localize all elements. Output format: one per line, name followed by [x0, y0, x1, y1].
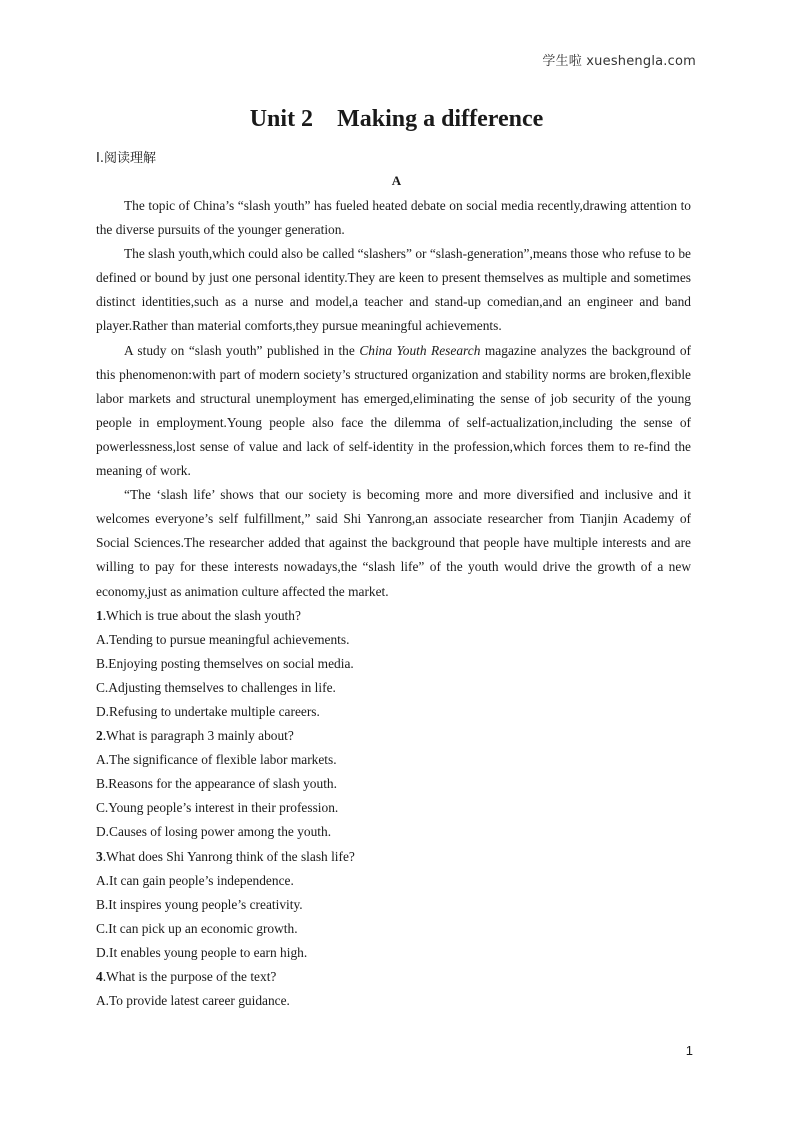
option-2c: C.Young people’s interest in their profession.	[96, 800, 339, 816]
question-stem: .Which is true about the slash youth?	[102, 607, 301, 623]
option-2b: B.Reasons for the appearance of slash youth.	[96, 776, 337, 792]
paragraph-3-part-1: A study on “slash youth” published in the	[124, 342, 360, 358]
option-1c: C.Adjusting themselves to challenges in life.	[96, 679, 336, 695]
option-3d: D.It enables young people to earn high.	[96, 944, 308, 960]
question-number: 4	[96, 969, 103, 984]
paragraph-2: The slash youth,which could also be called “slashers” or “slash-generation”,means those who refuse to be defined or bound by just one personal identity.They are keen to present themselves as multiple and sometimes distinct identities,such as a nurse and model,a teacher and stand-up comedian,and an engineer and band player.Rather than material comforts,they pursue meaningful achievements.	[96, 246, 691, 334]
unit-topic: Making a difference	[337, 106, 544, 132]
page-title	[0, 106, 793, 133]
paragraph-1: The topic of China’s “slash youth” has fueled heated debate on social media recently,drawing attention to the diverse pursuits of the younger generation.	[96, 198, 691, 238]
option-2a: A.The significance of flexible labor markets.	[96, 752, 337, 768]
paragraph-4: “The ‘slash life’ shows that our society is becoming more and more diversified and inclusive and it welcomes everyone’s self fulfillment,” said Shi Yanrong,an associate researcher from Tianjin Academy of Social Sciences.The researcher added that against the background that people have multiple interests and are willing to pay for these interests nowadays,the “slash life” of the youth would drive the growth of a new economy,just as animation culture affected the market.	[96, 487, 691, 599]
question-2	[96, 724, 691, 748]
question-number: 1	[96, 607, 103, 623]
option-3c: C.It can pick up an economic growth.	[96, 920, 298, 936]
option-3a: A.It can gain people’s independence.	[96, 872, 294, 888]
unit-label: Unit 2	[249, 106, 314, 132]
question-stem: .What does Shi Yanrong think of the slash life?	[102, 848, 355, 864]
page-number: 1	[685, 1043, 693, 1058]
question-number: 3	[96, 848, 103, 864]
option-4a: A.To provide latest career guidance.	[96, 993, 290, 1009]
paragraph-3	[96, 339, 691, 484]
question-stem: .What is the purpose of the text?	[102, 969, 277, 984]
passage-letter: A	[391, 173, 402, 188]
paragraph-3-part-2: magazine analyzes the background of this phenomenon:with part of modern society’s structured organization and stability norms are broken,flexible labor markets and structural unemployment has emerged,eliminating the sense of job security of the young people in employment.Young people also face the dilemma of self-actualization,including the sense of powerlessness,lost sense of value and lack of self-identity in the profession,which forces them to re-find the meaning of work.	[96, 342, 691, 479]
section-heading: Ⅰ.阅读理解	[96, 151, 156, 166]
option-2d: D.Causes of losing power among the youth.	[96, 824, 332, 840]
magazine-name: China Youth Research	[359, 342, 481, 358]
question-number: 2	[96, 728, 103, 744]
question-1	[96, 604, 691, 628]
option-1d: D.Refusing to undertake multiple careers.	[96, 703, 320, 719]
option-1a: A.Tending to pursue meaningful achievements.	[96, 631, 350, 647]
passage-body	[96, 194, 691, 1013]
option-1b: B.Enjoying posting themselves on social media.	[96, 655, 354, 671]
option-3b: B.It inspires young people’s creativity.	[96, 896, 303, 912]
header-brand: 学生啦 xueshengla.com	[542, 54, 696, 69]
question-3	[96, 845, 691, 869]
question-stem: .What is paragraph 3 mainly about?	[102, 728, 294, 744]
question-4	[96, 965, 691, 989]
